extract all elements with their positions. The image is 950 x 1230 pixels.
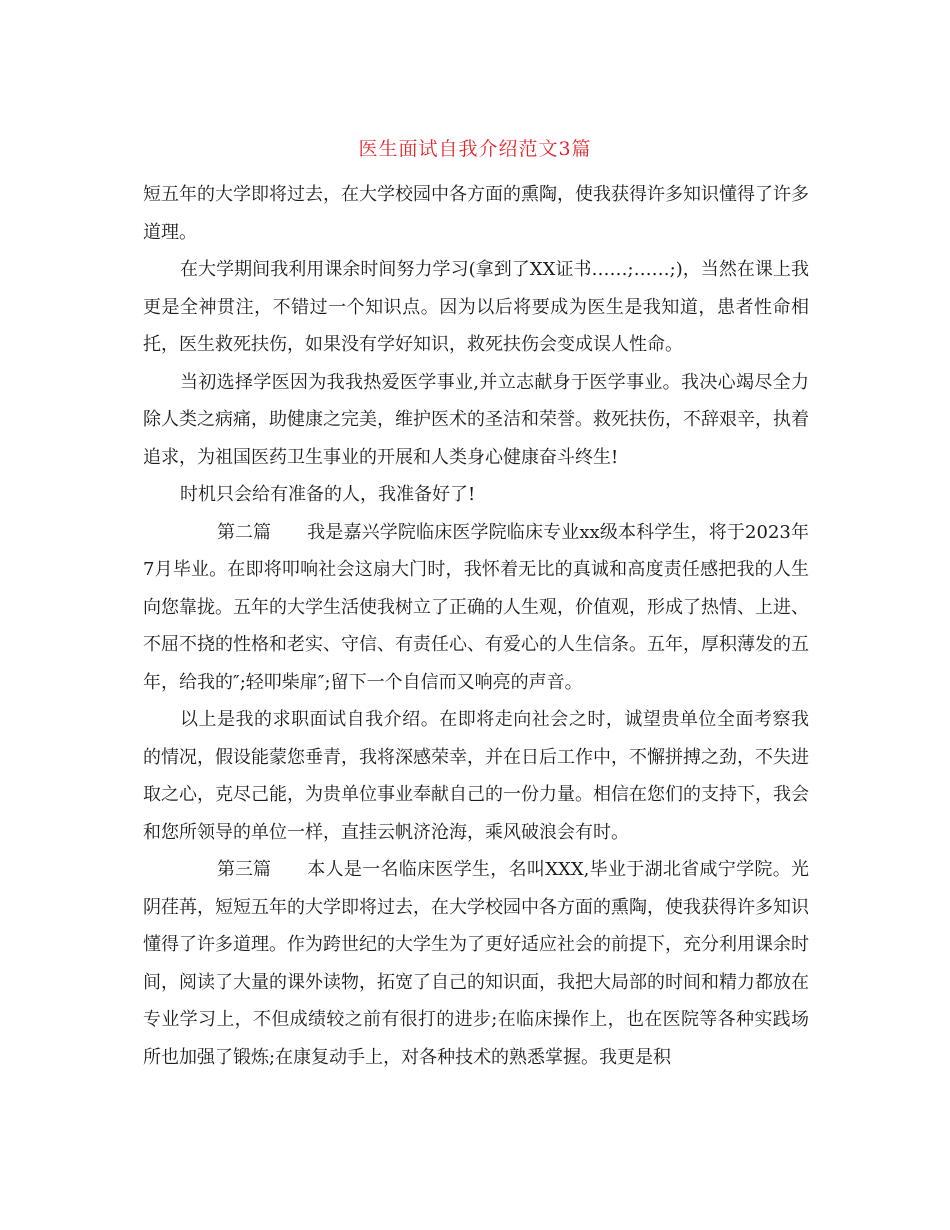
- section-heading-third: 第三篇: [217, 859, 271, 880]
- section-heading-second: 第二篇: [217, 521, 271, 543]
- paragraph-third-text: 本人是一名临床医学生，名叫XXX,毕业于湖北省咸宁学院。光阴荏苒，短短五年的大学即将过去，在大学校园中各方面的熏陶，使我获得许多知识懂得了许多道理。作为跨世纪的大学生为了更好适应社会的前提下，充分利用课余时间，阅读了大量的课外读物，拓宽了自己的知识面，我把大局部的时间和精力都放在专业学习上，不但成绩较之前有很打的进步;在临床操作上，也在医院等各种实践场所也加强了锻炼;在康复动手上，对各种技术的熟悉掌握。我更是积: [143, 859, 809, 1068]
- paragraph-study: 在大学期间我利用课余时间努力学习(拿到了XX证书……;……;)，当然在课上我更是全神贯注，不错过一个知识点。因为以后将要成为医生是我知道，患者性命相托，医生救死扶伤，如果没有学好知识，救死扶伤会变成误人性命。: [143, 259, 809, 355]
- document-body: [143, 176, 809, 1076]
- paragraph-third: [143, 851, 809, 1076]
- paragraph-choice: 当初选择学医因为我我热爱医学事业,并立志献身于医学事业。我决心竭尽全力除人类之病痛，助健康之完美，维护医术的圣洁和荣誉。救死扶伤，不辞艰辛，执着追求，为祖国医药卫生事业的开展和人类身心健康奋斗终生!: [143, 371, 809, 468]
- paragraph-second-text: 我是嘉兴学院临床医学院临床专业xx级本科学生，将于2023年7月毕业。在即将叩响社会这扇大门时，我怀着无比的真诚和高度责任感把我的人生向您靠拢。五年的大学生活使我树立了正确的人生观，价值观，形成了热情、上进、不屈不挠的性格和老实、守信、有责任心、有爱心的人生信条。五年，厚积薄发的五年，给我的″;轻叩柴扉″;留下一个自信而又响亮的声音。: [143, 521, 809, 693]
- paragraph-ready: 时机只会给有准备的人，我准备好了!: [180, 484, 476, 505]
- document-title: 医生面试自我介绍范文3篇: [358, 138, 592, 160]
- paragraph-intro-continued: 短五年的大学即将过去，在大学校园中各方面的熏陶，使我获得许多知识懂得了许多道理。: [143, 184, 809, 243]
- paragraph-second: [143, 514, 809, 702]
- paragraph-closing: 以上是我的求职面试自我介绍。在即将走向社会之时，诚望贵单位全面考察我的情况，假设能蒙您垂青，我将深感荣幸，并在日后工作中，不懈拼搏之劲，不失进取之心，克尽己能，为贵单位事业奉献自己的一份力量。相信在您们的支持下，我会和您所领导的单位一样，直挂云帆济沧海，乘风破浪会有时。: [143, 709, 809, 843]
